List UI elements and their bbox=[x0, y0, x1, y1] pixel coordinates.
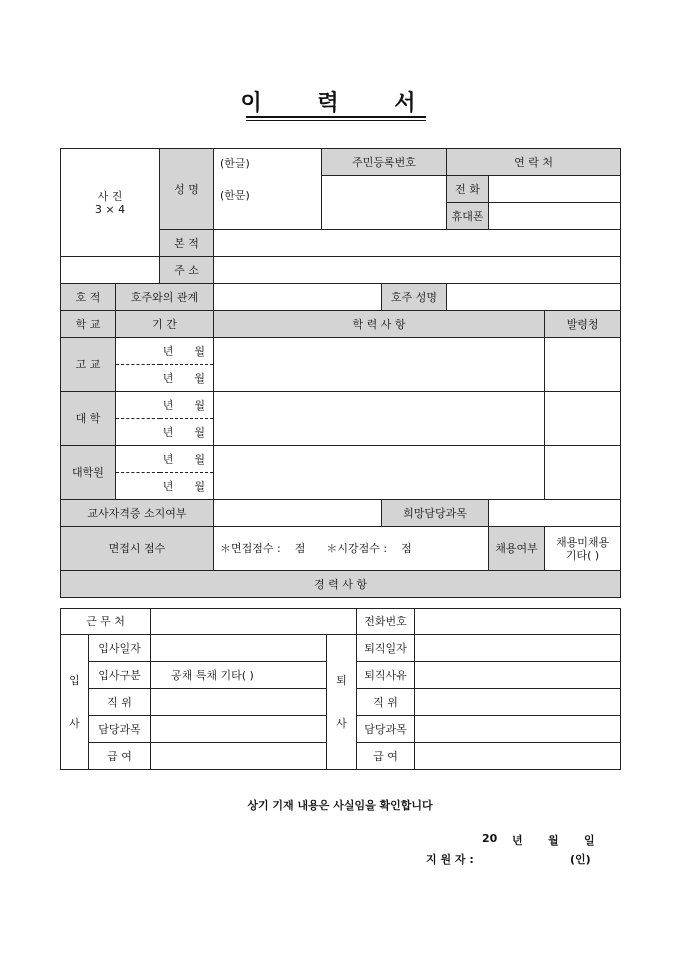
grad-end-date[interactable]: 년 월 bbox=[116, 473, 214, 500]
resident-no-label: 주민등록번호 bbox=[322, 149, 447, 176]
entry-side-label: 입 사 bbox=[61, 635, 89, 770]
contact-label: 연 락 처 bbox=[447, 149, 621, 176]
exit-position-label: 직 위 bbox=[357, 689, 415, 716]
school-graduate: 대학원 bbox=[61, 446, 116, 500]
page-title: 이 력 서 bbox=[240, 91, 440, 116]
name-hanja-label: (한문) bbox=[220, 189, 250, 202]
entry-subject-label: 담당과목 bbox=[89, 716, 151, 743]
issuer-label: 발령청 bbox=[545, 311, 621, 338]
entry-salary-label: 급 여 bbox=[89, 743, 151, 770]
phone-field[interactable] bbox=[489, 176, 621, 203]
exit-side-label: 퇴 사 bbox=[327, 635, 357, 770]
photo-area bbox=[61, 149, 160, 257]
teacher-cert-label: 교사자격증 소지여부 bbox=[61, 500, 214, 527]
relation-label: 호주와의 관계 bbox=[116, 284, 214, 311]
confirm-statement: 상기 기재 내용은 사실임을 확인합니다 bbox=[247, 799, 433, 812]
career-phone-field[interactable] bbox=[415, 609, 621, 635]
entry-type-field[interactable]: 공채 특채 기타( ) bbox=[151, 662, 327, 689]
entry-date-label: 입사일자 bbox=[89, 635, 151, 662]
grad-start-date[interactable]: 년 월 bbox=[116, 446, 214, 473]
resume-personal-table bbox=[60, 148, 621, 598]
name-label: 성 명 bbox=[160, 149, 214, 230]
applicant-label: 지 원 자 : bbox=[426, 853, 474, 866]
date-year-unit: 년 bbox=[512, 834, 523, 847]
period-label: 기 간 bbox=[116, 311, 214, 338]
school-university: 대 학 bbox=[61, 392, 116, 446]
career-section-label: 경 력 사 항 bbox=[61, 571, 621, 598]
date-month-unit: 월 bbox=[548, 834, 559, 847]
uni-issuer-field[interactable] bbox=[545, 392, 621, 446]
uni-history-field[interactable] bbox=[214, 392, 545, 446]
hs-start-date[interactable]: 년 월 bbox=[116, 338, 214, 365]
entry-type-label: 입사구분 bbox=[89, 662, 151, 689]
interview-score-field[interactable]: ＊면접점수 : 점 ＊시강점수 : 점 bbox=[214, 527, 489, 571]
history-label: 학 력 사 항 bbox=[214, 311, 545, 338]
name-field[interactable] bbox=[214, 149, 322, 230]
resident-no-field[interactable] bbox=[322, 176, 447, 230]
workplace-field[interactable] bbox=[151, 609, 357, 635]
school-highschool: 고 교 bbox=[61, 338, 116, 392]
teacher-cert-field[interactable] bbox=[214, 500, 382, 527]
exit-reason-label: 퇴직사유 bbox=[357, 662, 415, 689]
hire-status-field[interactable]: 채용미채용 기타( ) bbox=[545, 527, 621, 571]
exit-subject-field[interactable] bbox=[415, 716, 621, 743]
photo-size: 3 × 4 bbox=[94, 202, 126, 216]
photo-label: 사 진 bbox=[97, 189, 123, 203]
uni-start-date[interactable]: 년 월 bbox=[116, 392, 214, 419]
grad-issuer-field[interactable] bbox=[545, 446, 621, 500]
date-year-prefix: 20 bbox=[482, 832, 498, 845]
head-name-label: 호주 성명 bbox=[382, 284, 447, 311]
relation-field[interactable] bbox=[214, 284, 382, 311]
exit-subject-label: 담당과목 bbox=[357, 716, 415, 743]
desired-subject-label: 희망담당과목 bbox=[382, 500, 489, 527]
address-field[interactable] bbox=[214, 257, 621, 284]
date-day-unit: 일 bbox=[584, 834, 595, 847]
desired-subject-field[interactable] bbox=[489, 500, 621, 527]
hire-status-label: 채용여부 bbox=[489, 527, 545, 571]
entry-position-label: 직 위 bbox=[89, 689, 151, 716]
origin-label: 본 적 bbox=[160, 230, 214, 257]
title-underline bbox=[246, 116, 426, 118]
resume-career-table bbox=[60, 608, 621, 770]
hs-issuer-field[interactable] bbox=[545, 338, 621, 392]
mobile-label: 휴대폰 bbox=[447, 203, 489, 230]
mobile-field[interactable] bbox=[489, 203, 621, 230]
entry-date-field[interactable] bbox=[151, 635, 327, 662]
origin-field[interactable] bbox=[214, 230, 621, 257]
head-name-field[interactable] bbox=[447, 284, 621, 311]
exit-reason-field[interactable] bbox=[415, 662, 621, 689]
entry-salary-field[interactable] bbox=[151, 743, 327, 770]
register-label: 호 적 bbox=[61, 284, 116, 311]
entry-position-field[interactable] bbox=[151, 689, 327, 716]
exit-salary-field[interactable] bbox=[415, 743, 621, 770]
entry-subject-field[interactable] bbox=[151, 716, 327, 743]
photo-area-bottom bbox=[61, 257, 160, 284]
exit-salary-label: 급 여 bbox=[357, 743, 415, 770]
career-phone-label: 전화번호 bbox=[357, 609, 415, 635]
phone-label: 전 화 bbox=[447, 176, 489, 203]
workplace-label: 근 무 처 bbox=[61, 609, 151, 635]
school-label: 학 교 bbox=[61, 311, 116, 338]
name-korean-label: (한글) bbox=[220, 157, 250, 170]
grad-history-field[interactable] bbox=[214, 446, 545, 500]
exit-date-label: 퇴직일자 bbox=[357, 635, 415, 662]
hs-history-field[interactable] bbox=[214, 338, 545, 392]
interview-score-label: 면접시 점수 bbox=[61, 527, 214, 571]
address-label: 주 소 bbox=[160, 257, 214, 284]
hs-end-date[interactable]: 년 월 bbox=[116, 365, 214, 392]
exit-date-field[interactable] bbox=[415, 635, 621, 662]
seal-label: (인) bbox=[570, 853, 591, 866]
exit-position-field[interactable] bbox=[415, 689, 621, 716]
uni-end-date[interactable]: 년 월 bbox=[116, 419, 214, 446]
title-underline-thin bbox=[246, 120, 426, 121]
